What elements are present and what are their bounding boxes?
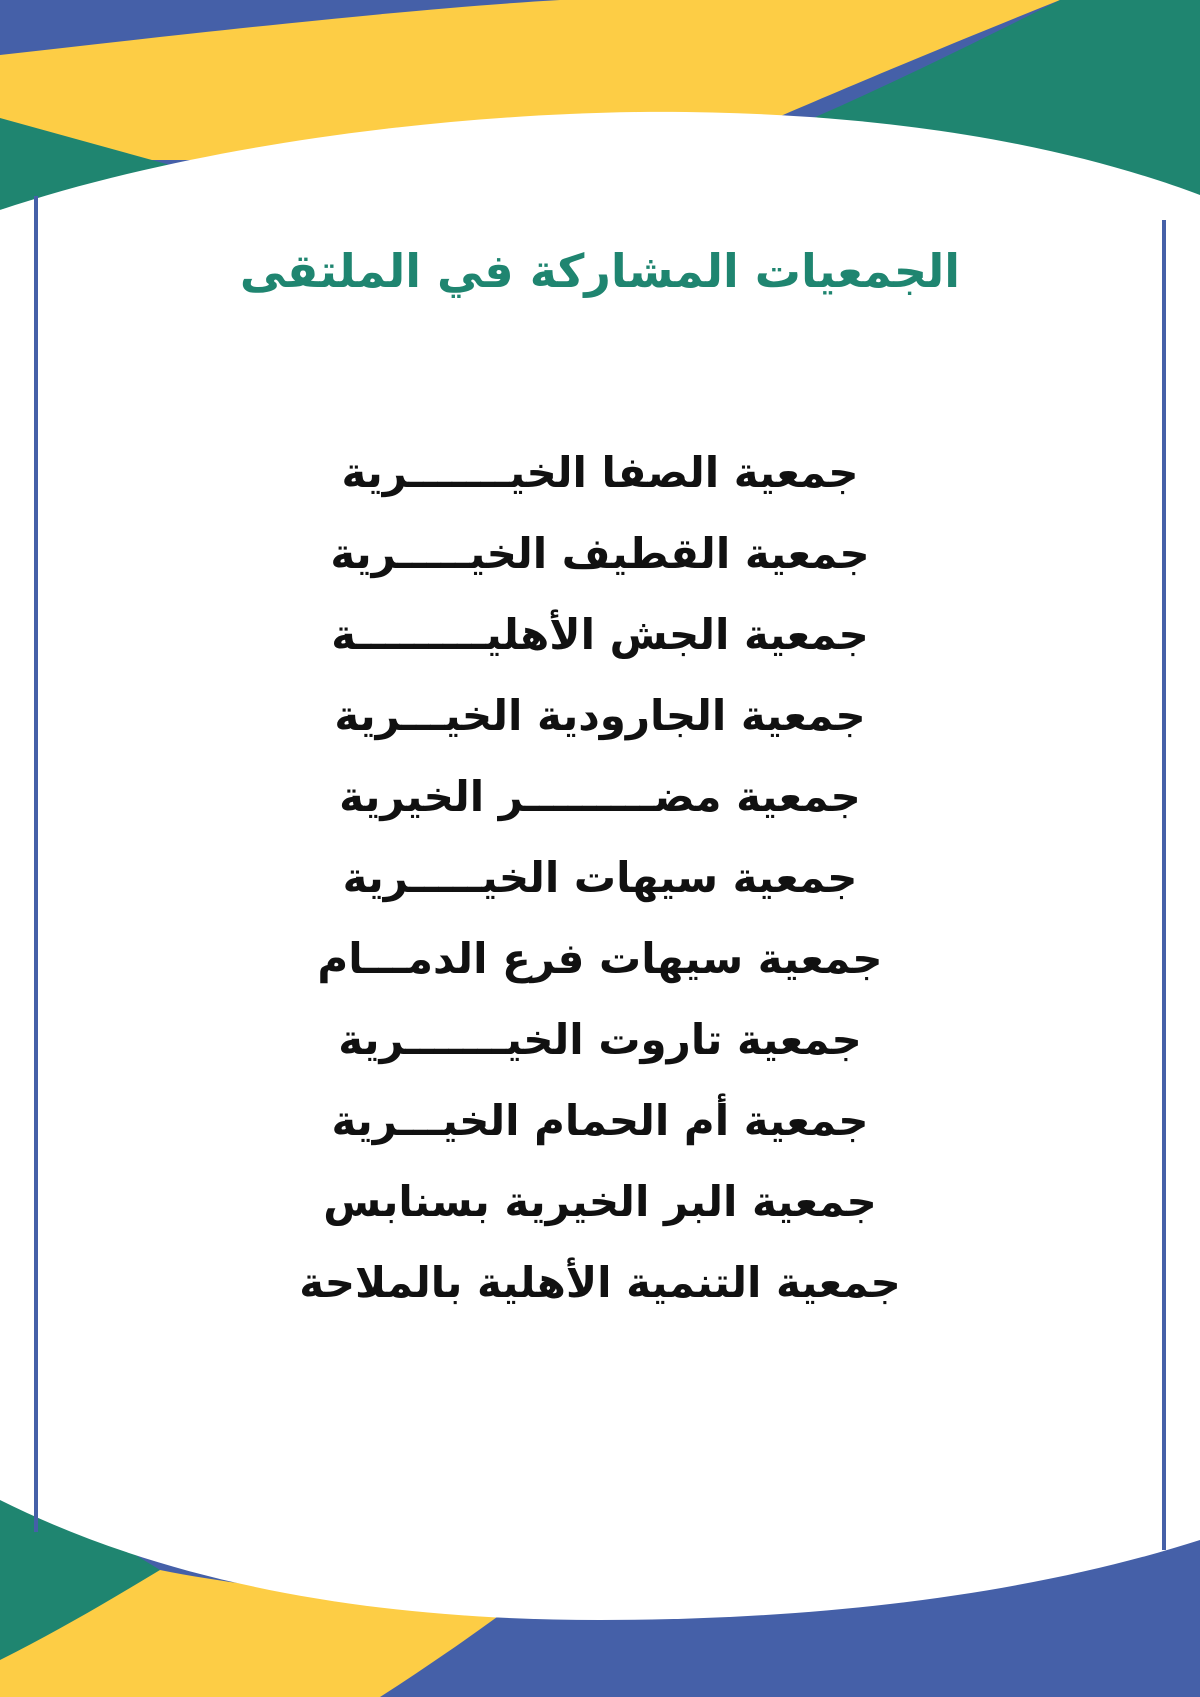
association-item: جمعية تاروت الخيـــــــرية — [338, 1015, 862, 1064]
associations-list — [200, 432, 1000, 1323]
association-item: جمعية القطيف الخيـــــرية — [330, 529, 870, 578]
association-item: جمعية التنمية الأهلية بالملاحة — [299, 1258, 901, 1307]
association-item: جمعية الجارودية الخيـــرية — [334, 691, 866, 740]
association-item: جمعية سيهات الخيـــــرية — [342, 853, 858, 902]
association-item: جمعية البر الخيرية بسنابس — [323, 1177, 877, 1226]
page-title: الجمعيات المشاركة في الملتقى — [239, 244, 961, 298]
association-item: جمعية الصفا الخيـــــــرية — [341, 448, 859, 497]
right-border-line — [1162, 220, 1166, 1550]
association-item: جمعية أم الحمام الخيـــرية — [331, 1096, 869, 1145]
association-item: جمعية سيهات فرع الدمـــام — [317, 934, 883, 983]
association-item: جمعية مضـــــــــر الخيرية — [339, 772, 861, 821]
association-item: جمعية الجش الأهليـــــــــة — [331, 610, 869, 659]
left-border-line — [34, 196, 38, 1532]
